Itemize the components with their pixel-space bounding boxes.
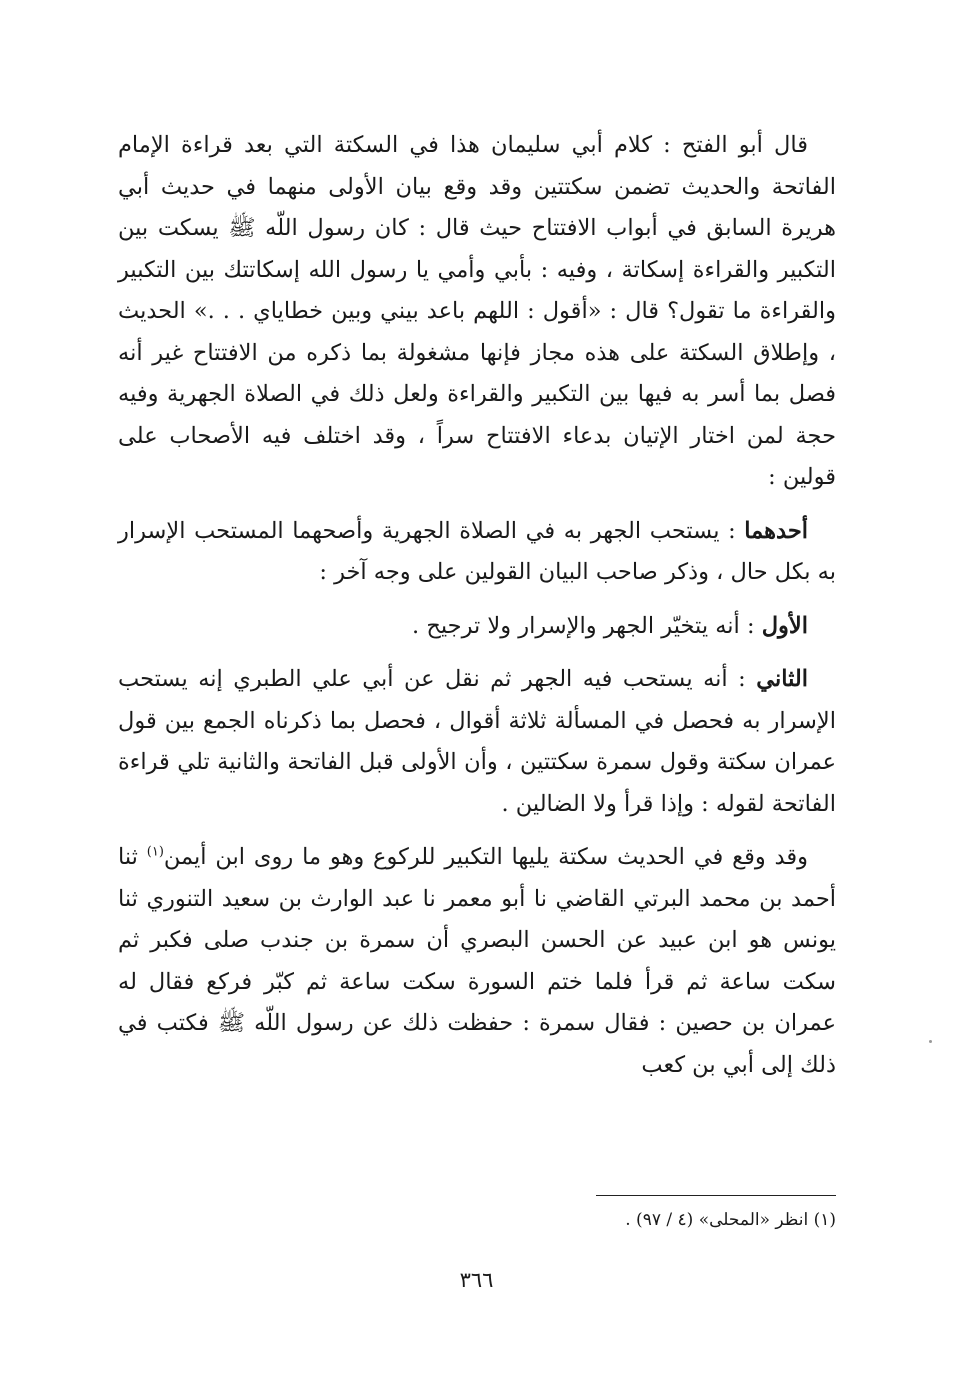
footnote-reference: (١)	[146, 844, 164, 860]
paragraph-2-text: : يستحب الجهر به في الصلاة الجهرية وأصحهما المستحب الإسرار به بكل حال ، وذكر صاحب البيان القولين على وجه آخر :	[118, 517, 836, 585]
footnote: (١) انظر «المحلى» (٤ / ٩٧) .	[625, 1210, 836, 1230]
paragraph-3-text: : أنه يتخيّر الجهر والإسرار ولا ترجيح .	[412, 612, 762, 639]
footnote-divider	[596, 1195, 836, 1196]
paragraph-1-text: قال أبو الفتح : كلام أبي سليمان هذا في السكتة التي بعد قراءة الإمام الفاتحة والحديث تضمن سكتتين وقد وقع بيان الأولى منهما في حديث أبي هريرة السابق في أبواب الافتتاح حيث قال : كان رسول اللّه ﷺ يسكت بين التكبير والقراءة إسكاتة ، وفيه : بأبي وأمي يا رسول الله إسكاتتك بين التكبير والقراءة ما تقول؟ قال : «أقول : اللهم باعد بيني وبين خطاياي . . .» الحديث ، وإطلاق السكتة على هذه مجاز فإنها مشغولة بما ذكره من الافتتاح غير أنه فصل بما أسر به فيها بين التكبير والقراءة ولعل ذلك في الصلاة الجهرية وفيه حجة لمن اختار الإتيان بدعاء الافتتاح سراً ، وقد اختلف فيه الأصحاب على قولين :	[118, 132, 836, 490]
paragraph-4	[118, 659, 836, 825]
paragraph-4-text: : أنه يستحب فيه الجهر ثم نقل عن أبي علي الطبري إنه يستحب الإسرار به فحصل في المسألة ثلاثة أقوال ، فحصل بما ذكرناه الجمع بين قول عمران سكتة وقول سمرة سكتتين ، وأن الأولى قبل الفاتحة والثانية تلي قراءة الفاتحة لقوله : وإذا قرأ ولا الضالين .	[118, 666, 836, 817]
main-text	[118, 125, 836, 1086]
paragraph-5-text-before: وقد وقع في الحديث سكتة يليها التكبير للركوع وهو ما روى ابن أيمن	[163, 844, 808, 870]
page-number: ٣٦٦	[459, 1268, 494, 1292]
paragraph-2	[118, 511, 836, 594]
scan-speck	[929, 1040, 932, 1043]
paragraph-5	[118, 837, 836, 1086]
paragraph-1	[118, 125, 836, 499]
paragraph-3-label: الأول	[761, 612, 808, 639]
paragraph-3	[118, 606, 836, 648]
paragraph-5-text-after: ثنا أحمد بن محمد البرتي القاضي نا أبو معمر نا عبد الوارث بن سعيد التنوري ثنا يونس هو ابن عبيد عن الحسن البصري أن سمرة بن جندب صلى فكبر ثم سكت ساعة ثم قرأ فلما ختم السورة سكت ساعة ثم كبّر فركع فقال له عمران بن حصين : فقال سمرة : حفظت ذلك عن رسول اللّه ﷺ فكتب في ذلك إلى أبي بن كعب	[118, 844, 836, 1078]
paragraph-2-label: أحدهما	[744, 517, 808, 544]
paragraph-4-label: الثاني	[756, 666, 808, 692]
